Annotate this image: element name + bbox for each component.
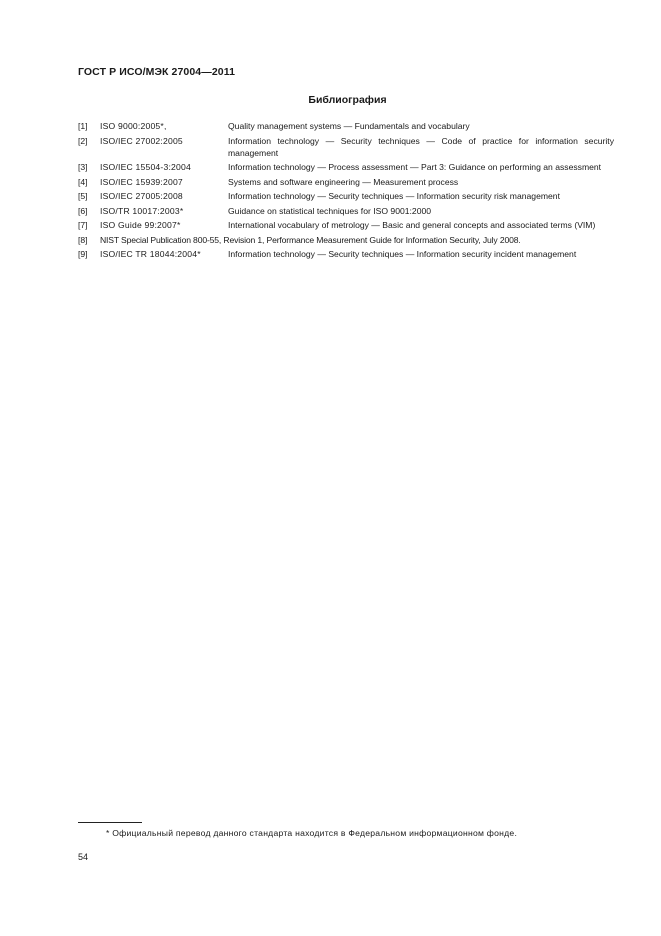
bibliography-entry: [78, 246, 614, 261]
bibliography-list: [78, 120, 614, 260]
entry-reference: ISO/IEC 27002:2005: [100, 135, 183, 146]
entry-title: International vocabulary of metrology — Basic and general concepts and associated terms (VIM): [228, 220, 596, 230]
bibliography-entry: [78, 132, 614, 159]
entry-title: Information technology — Process assessment — Part 3: Guidance on performing an assessment: [228, 162, 602, 172]
entry-reference: ISO/IEC 15504-3:2004: [100, 162, 191, 172]
entry-number: [7]: [78, 220, 88, 230]
bibliography-entry: [78, 202, 614, 217]
entry-number: [2]: [78, 135, 88, 146]
entry-reference: ISO/IEC 15939:2007: [100, 176, 183, 187]
entry-reference: ISO/TR 10017:2003*: [100, 205, 184, 216]
document-header: ГОСТ Р ИСО/МЭК 27004—2011: [78, 66, 236, 78]
entry-number: [8]: [78, 234, 88, 245]
bibliography-entry: [78, 159, 614, 174]
bibliography-entry: [78, 217, 614, 232]
entry-title: Information technology — Security techniques — Information security risk management: [228, 191, 560, 201]
entry-number: [3]: [78, 162, 88, 172]
bibliography-entry: [78, 231, 614, 246]
entry-title: Guidance on statistical techniques for ISO 9001:2000: [228, 205, 432, 216]
entry-number: [4]: [78, 176, 88, 187]
entry-number: [1]: [78, 121, 88, 131]
entry-reference: ISO/IEC TR 18044:2004*: [100, 249, 201, 259]
entry-reference: ISO/IEC 27005:2008: [100, 191, 183, 201]
bibliography-entry: [78, 188, 614, 203]
bibliography-entry: [78, 120, 614, 132]
section-title: Библиография: [308, 94, 387, 106]
entry-reference: ISO Guide 99:2007*: [100, 220, 181, 230]
entry-title: Information technology — Security techniques — Information security incident management: [228, 249, 577, 259]
entry-number: [6]: [78, 205, 88, 216]
entry-number: [5]: [78, 191, 88, 201]
entry-title: Quality management systems — Fundamentals and vocabulary: [228, 121, 470, 131]
page-number: 54: [78, 852, 89, 862]
entry-number: [9]: [78, 249, 88, 259]
bibliography-entry: [78, 173, 614, 188]
entry-title: Systems and software engineering — Measurement process: [228, 176, 459, 187]
entry-full-reference: NIST Special Publication 800-55, Revision 1, Performance Measurement Guide for Information Security, July 2008.: [100, 234, 521, 245]
footnote-separator: [78, 822, 142, 823]
footnote: * Официальный перевод данного стандарта находится в Федеральном информационном фонде.: [106, 828, 518, 838]
entry-title: Information technology — Security techniques — Code of practice for information security management: [228, 135, 614, 158]
entry-reference: ISO 9000:2005*,: [100, 121, 167, 131]
